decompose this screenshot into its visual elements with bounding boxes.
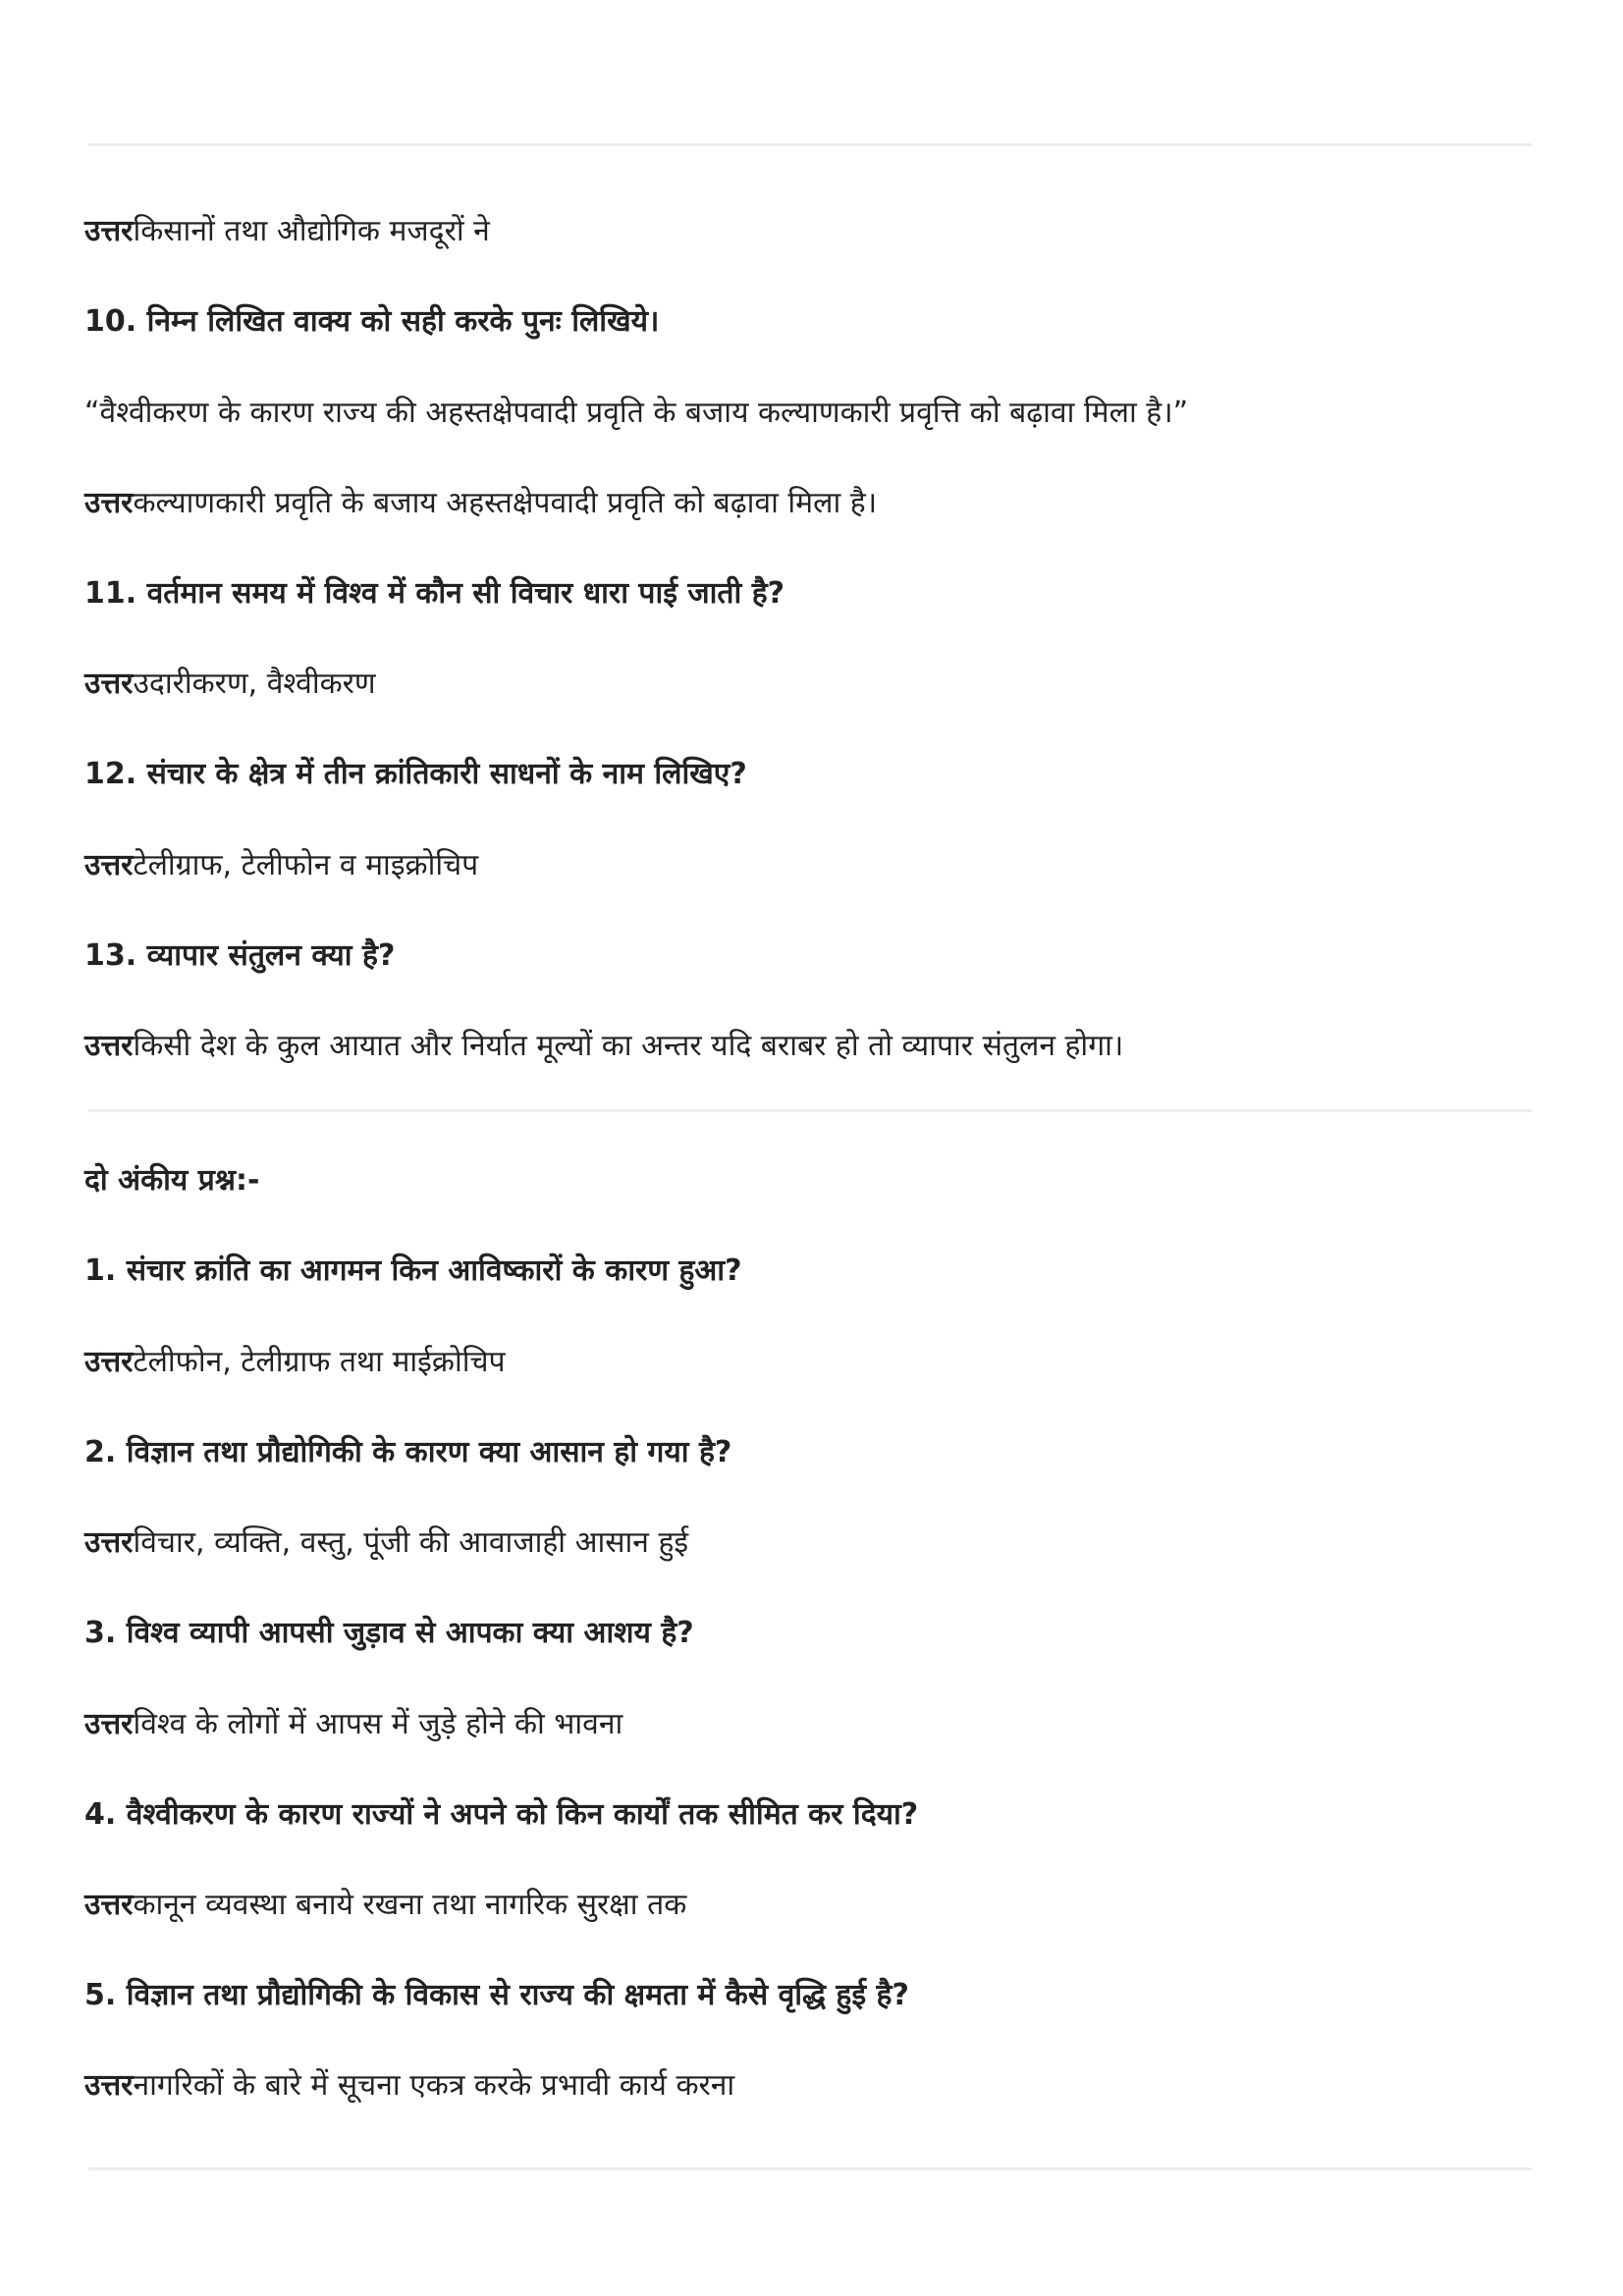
answer-label: उत्तर — [84, 1029, 134, 1063]
answer-line — [84, 1341, 506, 1384]
question-2: 2. विज्ञान तथा प्रौद्योगिकी के कारण क्या आसान हो गया है? — [84, 1435, 732, 1469]
answer-line — [84, 1522, 688, 1565]
answer-line — [84, 482, 877, 525]
answer-line — [84, 210, 490, 253]
question-10: 10. निम्न लिखित वाक्य को सही करके पुनः लिखिये। — [84, 304, 660, 339]
answer-text: नागरिकों के बारे में सूचना एकत्र करके प्रभावी कार्य करना — [133, 2068, 735, 2103]
question-11: 11. वर्तमान समय में विश्व में कौन सी विचार धारा पाई जाती है? — [84, 576, 785, 611]
bottom-divider — [88, 2167, 1532, 2170]
answer-label: उत्तर — [84, 848, 134, 882]
answer-label: उत्तर — [84, 667, 134, 701]
answer-label: उत्तर — [84, 1345, 134, 1379]
question-3: 3. विश्व व्यापी आपसी जुड़ाव से आपका क्या आशय है? — [84, 1616, 694, 1650]
answer-label: उत्तर — [84, 1888, 134, 1922]
answer-text: विश्व के लोगों में आपस में जुड़े होने की भावना — [133, 1707, 623, 1741]
question-5: 5. विज्ञान तथा प्रौद्योगिकी के विकास से राज्य की क्षमता में कैसे वृद्धि हुई है? — [84, 1978, 909, 2012]
top-divider — [88, 143, 1532, 146]
answer-line — [84, 1703, 622, 1746]
answer-line — [84, 663, 376, 706]
question-1: 1. संचार क्रांति का आगमन किन आविष्कारों के कारण हुआ? — [84, 1254, 742, 1288]
answer-text: किसी देश के कुल आयात और निर्यात मूल्यों का अन्तर यदि बराबर हो तो व्यापार संतुलन होगा। — [133, 1029, 1124, 1063]
answer-text: कल्याणकारी प्रवृति के बजाय अहस्तक्षेपवादी प्रवृति को बढ़ावा मिला है। — [133, 486, 878, 520]
answer-text: विचार, व्यक्ति, वस्तु, पूंजी की आवाजाही आसान हुई — [133, 1525, 689, 1560]
answer-line — [84, 2064, 734, 2108]
answer-label: उत्तर — [84, 2068, 134, 2103]
section-heading: दो अंकीय प्रश्न:- — [84, 1163, 260, 1198]
answer-line — [84, 844, 478, 887]
answer-text: उदारीकरण, वैश्वीकरण — [133, 667, 376, 701]
question-13: 13. व्यापार संतुलन क्या है? — [84, 938, 396, 973]
answer-text: टेलीग्राफ, टेलीफोन व माइक्रोचिप — [133, 848, 479, 882]
quoted-statement: “वैश्वीकरण के कारण राज्य की अहस्तक्षेपवादी प्रवृति के बजाय कल्याणकारी प्रवृत्ति को बढ़ावा मिला है।” — [84, 396, 1189, 430]
question-12: 12. संचार के क्षेत्र में तीन क्रांतिकारी साधनों के नाम लिखिए? — [84, 757, 747, 791]
answer-label: उत्तर — [84, 1525, 134, 1560]
question-4: 4. वैश्वीकरण के कारण राज्यों ने अपने को किन कार्यों तक सीमित कर दिया? — [84, 1797, 919, 1832]
answer-label: उत्तर — [84, 486, 134, 520]
answer-text: टेलीफोन, टेलीग्राफ तथा माईक्रोचिप — [133, 1345, 506, 1379]
answer-text: कानून व्यवस्था बनाये रखना तथा नागरिक सुरक्षा तक — [133, 1888, 687, 1922]
section-divider — [88, 1109, 1532, 1112]
answer-line — [84, 1025, 1123, 1068]
answer-text: किसानों तथा औद्योगिक मजदूरों ने — [133, 214, 490, 248]
answer-label: उत्तर — [84, 1707, 134, 1741]
answer-label: उत्तर — [84, 214, 134, 248]
answer-line — [84, 1884, 686, 1927]
